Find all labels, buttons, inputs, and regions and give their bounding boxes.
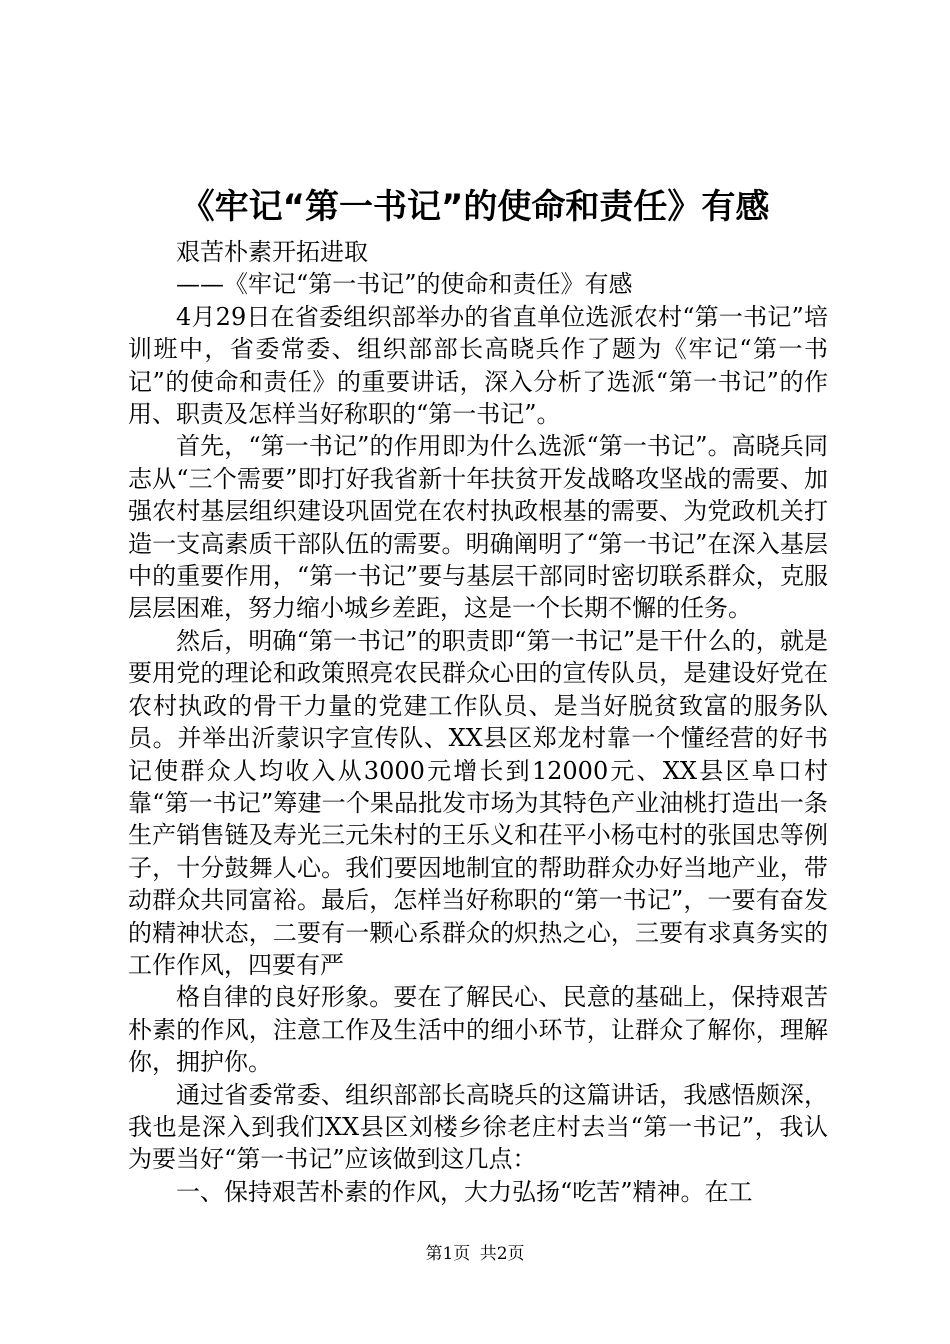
paragraph: 首先，“第一书记”的作用即为什么选派“第一书记”。高晓兵同志从“三个需要”即打好我省新十年扶贫开发战略攻坚战的需要、加强农村基层组织建设巩固党在农村执政根基的需要、为党政机关打造一支高素质干部队伍的需要。明确阐明了“第一书记”在深入基层中的重要作用，“第一书记”要与基层干部同时密切联系群众，克服层层困难，努力缩小城乡差距，这是一个长期不懈的任务。	[128, 432, 828, 623]
paragraph: 格自律的良好形象。要在了解民心、民意的基础上，保持艰苦朴素的作风，注意工作及生活中的细小环节，让群众了解你，理解你，拥护你。	[128, 983, 828, 1077]
subtitle-source-line: ——《牢记“第一书记”的使命和责任》有感	[176, 270, 633, 299]
document-body	[128, 236, 828, 1208]
paragraph: 4月29日在省委组织部举办的省直单位选派农村“第一书记”培训班中，省委常委、组织部部长高晓兵作了题为《牢记“第一书记”的使命和责任》的重要讲话，深入分析了选派“第一书记”的作用、职责及怎样当好称职的“第一书记”。	[128, 302, 828, 429]
page-footer	[0, 1242, 950, 1266]
page-total: 共2页	[479, 1244, 525, 1264]
paragraph: 然后，明确“第一书记”的职责即“第一书记”是干什么的，就是要用党的理论和政策照亮农民群众心田的宣传队员，是建设好党在农村执政的骨干力量的党建工作队员、是当好脱贫致富的服务队员。并举出沂蒙识字宣传队、XX县区郑龙村靠一个懂经营的好书记使群众人均收入从3000元增长到12000元、XX县区阜口村靠“第一书记”筹建一个果品批发市场为其特色产业油桃打造出一条生产销售链及寿光三元朱村的王乐义和茌平小杨屯村的张国忠等例子，十分鼓舞人心。我们要因地制宜的帮助群众办好当地产业，带动群众共同富裕。最后，怎样当好称职的“第一书记”，一要有奋发的精神状态，二要有一颗心系群众的炽热之心，三要有求真务实的工作作风，四要有严	[128, 626, 828, 979]
page-number: 第1页	[425, 1244, 471, 1264]
paragraph: 通过省委常委、组织部部长高晓兵的这篇讲话，我感悟颇深，我也是深入到我们XX县区刘楼乡徐老庄村去当“第一书记”，我认为要当好“第一书记”应该做到这几点：	[128, 1080, 828, 1174]
subtitle-line: 艰苦朴素开拓进取	[176, 238, 368, 266]
page-title: 《牢记“第一书记”的使命和责任》有感	[180, 187, 770, 227]
paragraph: 一、保持艰苦朴素的作风，大力弘扬“吃苦”精神。在工	[176, 1177, 753, 1206]
